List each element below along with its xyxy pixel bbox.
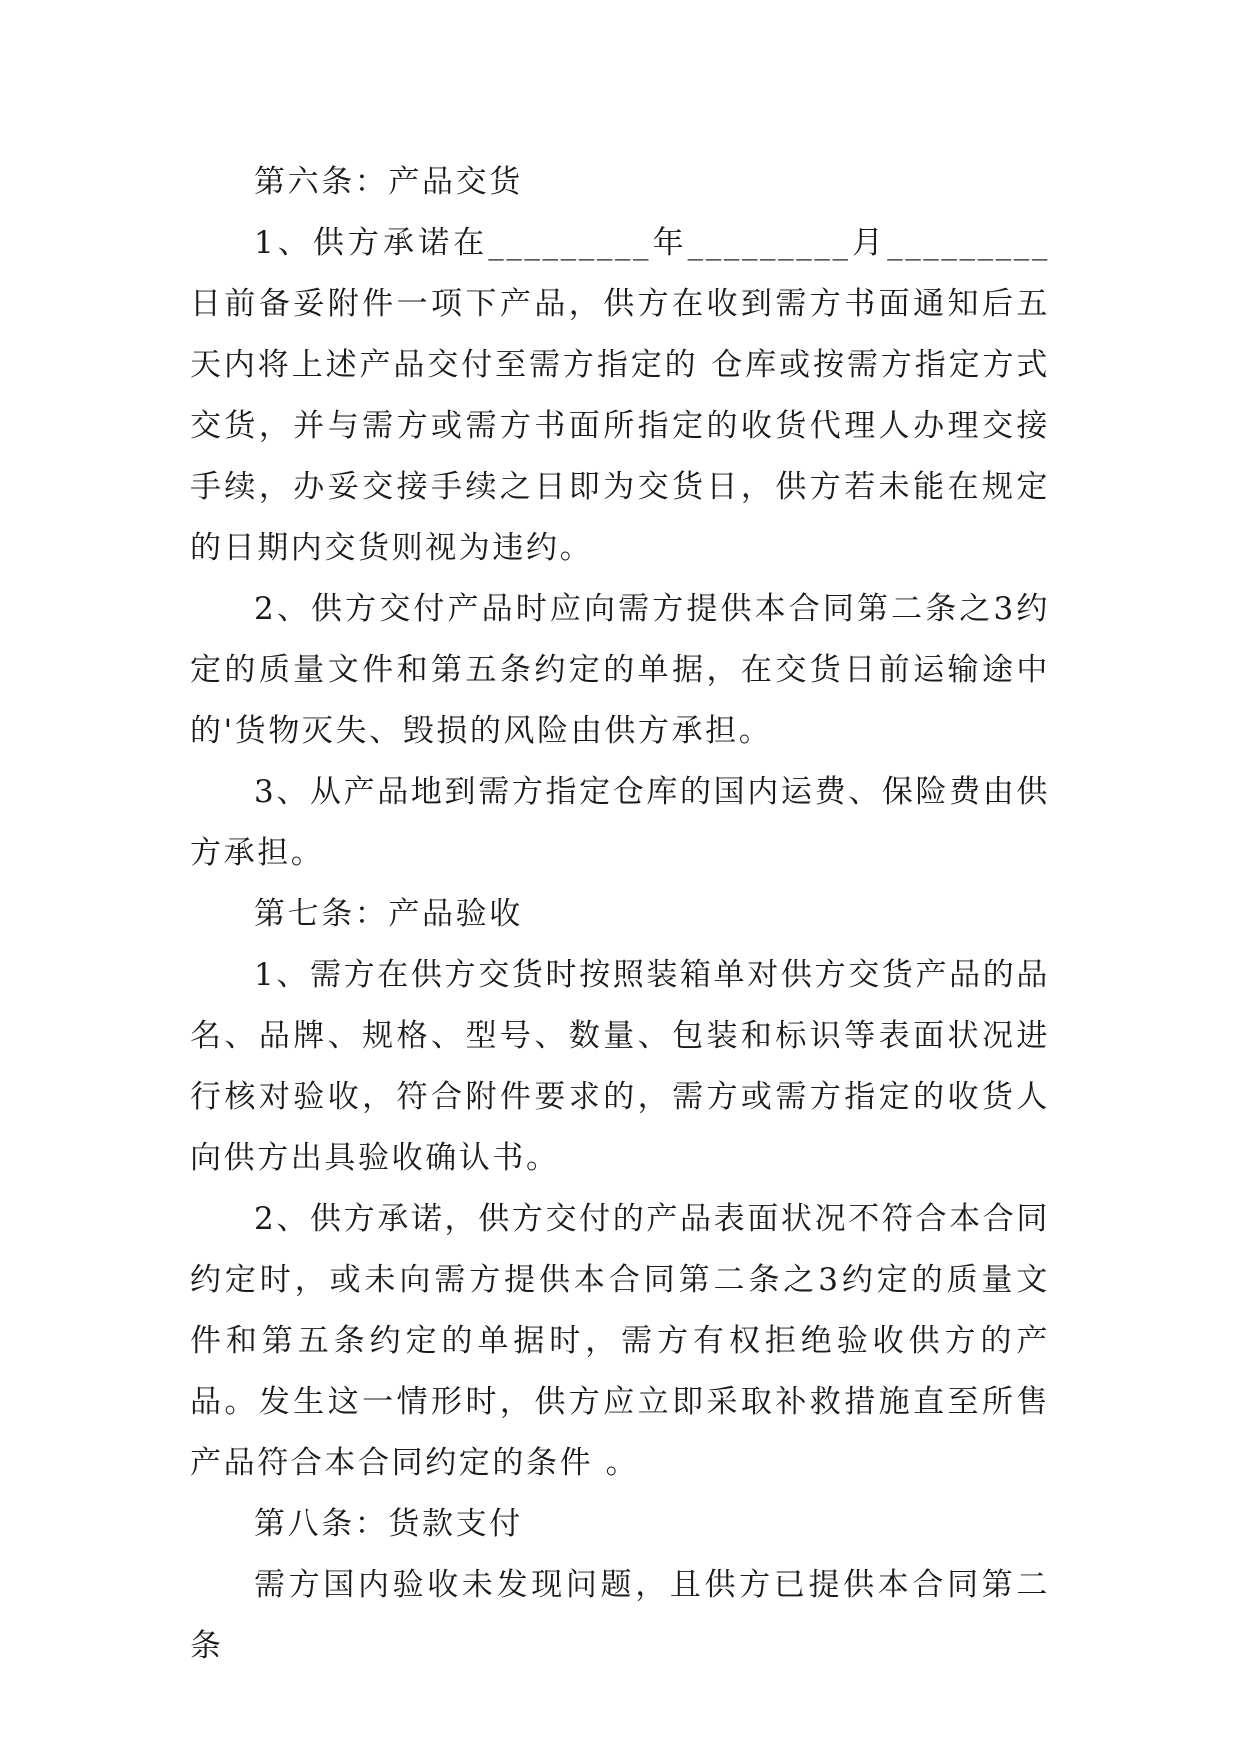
article-8-clause-1: 需方国内验收未发现问题，且供方已提供本合同第二条 bbox=[190, 1567, 1050, 1664]
article-6-clause-3: 3、从产品地到需方指定仓库的国内运费、保险费由供方承担。 bbox=[190, 774, 1050, 871]
article-7-clause-1: 1、需方在供方交货时按照装箱单对供方交货产品的品名、品牌、规格、型号、数量、包装和标识等表面状况进行核对验收，符合附件要求的，需方或需方指定的收货人向供方出具验收确认书。 bbox=[190, 957, 1050, 1176]
article-7-heading: 第七条：产品验收 bbox=[254, 896, 523, 932]
article-7-clause-2: 2、供方承诺，供方交付的产品表面状况不符合本合同约定时，或未向需方提供本合同第二条之3约定的质量文件和第五条约定的单据时，需方有权拒绝验收供方的产品。发生这一情形时，供方应立即采取补救措施直至所售产品符合本合同约定的条件 。 bbox=[190, 1201, 1050, 1481]
article-6-clause-2: 2、供方交付产品时应向需方提供本合同第二条之3约定的质量文件和第五条约定的单据，在交货日前运输途中的'货物灭失、毁损的风险由供方承担。 bbox=[190, 591, 1050, 749]
article-6-heading: 第六条：产品交货 bbox=[254, 164, 523, 200]
article-6-clause-1: 1、供方承诺在_________年_________月_________日前备妥附件一项下产品，供方在收到需方书面通知后五天内将上述产品交付至需方指定的 仓库或按需方指定方式交货，并与需方或需方书面所指定的收货代理人办理交接手续，办妥交接手续之日即为交货日，供方若未能在规定的日期内交货则视为违约。 bbox=[190, 225, 1050, 566]
document-page bbox=[190, 152, 1050, 1677]
article-8-heading: 第八条：货款支付 bbox=[254, 1506, 523, 1542]
